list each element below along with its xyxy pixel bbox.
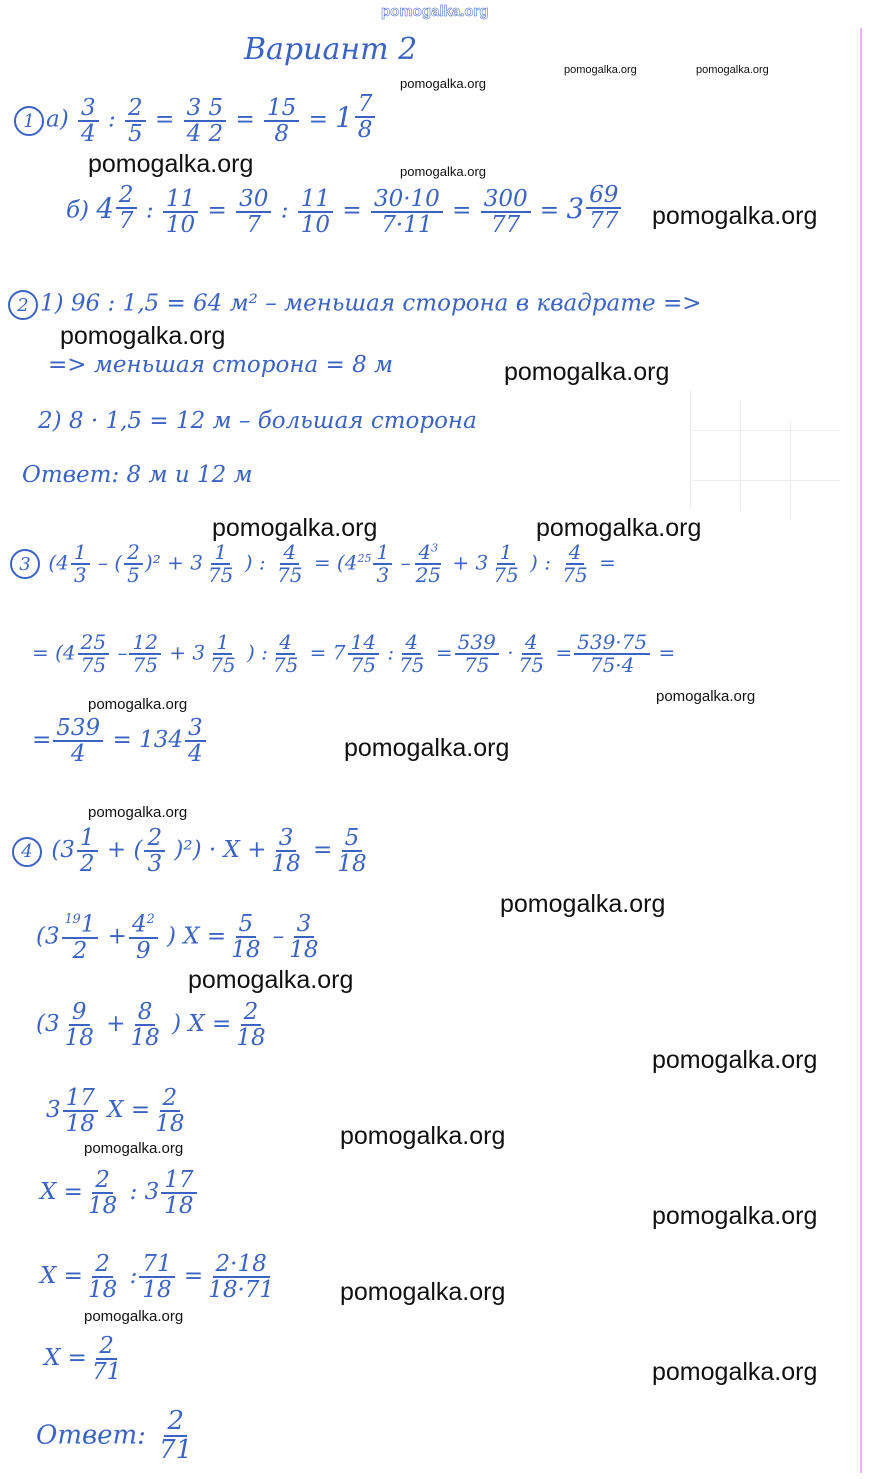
watermark: pomogalka.org xyxy=(696,64,769,76)
page-margin-line xyxy=(860,28,862,1473)
watermark: pomogalka.org xyxy=(88,150,254,178)
watermark: pomogalka.org xyxy=(84,1140,184,1157)
watermark: pomogalka.org xyxy=(84,1308,184,1325)
task1-b-line: б) 4 $\frac{2}{7}$ : $\frac{11}{10}$ = $\frac{30}{7}$ : $\frac{11}{10}$ = $\frac{30\cdot 10}{7\cdot 11}$ = $\frac{300}{77}$ = 3 $\frac{69}{77}$ xyxy=(66,183,623,237)
task4-answer: Ответ: $\frac{2}{71}$ xyxy=(36,1406,193,1466)
task3-row2: = (4 $\frac{25}{75}$ – $\frac{12}{75}$ + 3 $\frac{1}{75}$ ) : $\frac{4}{75}$ = 7 $\frac{14}{75}$ : $\frac{4}{75}$ = $\frac{539}{75}$ · $\frac{4}{75}$ = $\frac{539\cdot 75}{75\cdot 4}$ = xyxy=(32,630,676,677)
task4-line3: (3 $\frac{9}{18}$ + $\frac{8}{18}$ ) X = $\frac{2}{18}$ xyxy=(36,999,266,1052)
task4-line5: X = $\frac{2}{18}$ : 3 $\frac{17}{18}$ xyxy=(40,1168,199,1218)
watermark: pomogalka.org xyxy=(652,202,818,230)
watermark: pomogalka.org xyxy=(652,1046,818,1074)
watermark: pomogalka.org xyxy=(656,688,756,705)
watermark: pomogalka.org xyxy=(536,514,702,542)
watermark: pomogalka.org xyxy=(504,358,670,386)
task4-line4: 3 $\frac{17}{18}$ X = $\frac{2}{18}$ xyxy=(46,1085,185,1138)
watermark: pomogalka.org xyxy=(400,164,486,179)
task4-line6: X = $\frac{2}{18}$ : $\frac{71}{18}$ = $\frac{2\cdot 18}{18\cdot 71}$ xyxy=(40,1251,275,1304)
task2-line3: 2) 8 · 1,5 = 12 м – большая сторона xyxy=(38,408,477,434)
task-number: 2 xyxy=(8,290,38,320)
grid-line xyxy=(740,400,742,510)
task4-line2: (3 $\frac{^{19}1}{2}$ + $\frac{4^2}{9}$ ) X = $\frac{5}{18}$ – $\frac{3}{18}$ xyxy=(36,911,319,964)
grid-line xyxy=(790,420,792,520)
task2-line1: 2 1) 96 : 1,5 = 64 м² – меньшая сторона в квадрате => xyxy=(8,290,702,320)
watermark: pomogalka.org xyxy=(340,1278,506,1306)
watermark: pomogalka.org xyxy=(212,514,378,542)
grid-line xyxy=(690,390,692,510)
task3-row1: 3 (4 $\frac{1}{3}$ – ( $\frac{2}{5}$ )² + 3 $\frac{1}{75}$ ) : $\frac{4}{75}$ = ($4^{25}$ $\frac{1}{3}$ – $\frac{4^3}{25}$ + 3 $\frac{1}{75}$ ) : $\frac{4}{75}$ = xyxy=(10,542,616,586)
watermark: pomogalka.org xyxy=(564,64,637,76)
watermark: pomogalka.org xyxy=(652,1358,818,1386)
watermark: pomogalka.org xyxy=(344,734,510,762)
watermark: pomogalka.org xyxy=(88,804,188,821)
watermark: pomogalka.org xyxy=(400,76,486,91)
task-number: 4 xyxy=(12,837,42,867)
task4-line7: X = $\frac{2}{71}$ xyxy=(44,1333,122,1386)
task2-answer: Ответ: 8 м и 12 м xyxy=(22,462,253,488)
task2-line2: => меньшая сторона = 8 м xyxy=(48,352,394,378)
variant-title: Вариант 2 xyxy=(244,32,418,67)
watermark: pomogalka.org xyxy=(340,1122,506,1150)
task1-a-line: 1 а) $\frac{3}{4}$ : $\frac{2}{5}$ = $\frac{3 5}{4 2}$ = $\frac{15}{8}$ = 1 $\frac{7}{8}$ xyxy=(14,92,377,146)
watermark: pomogalka.org xyxy=(188,966,354,994)
grid-line xyxy=(690,430,840,432)
task4-line1: 4 (3 $\frac{1}{2}$ + ( $\frac{2}{3}$ )²) · X + $\frac{3}{18}$ = $\frac{5}{18}$ xyxy=(12,826,372,876)
watermark: pomogalka.org xyxy=(88,696,188,713)
task3-row3: = $\frac{539}{4}$ = 134 $\frac{3}{4}$ xyxy=(32,716,208,766)
watermark: pomogalka.org xyxy=(652,1202,818,1230)
task-number: 3 xyxy=(10,549,40,579)
watermark: pomogalka.org xyxy=(500,890,666,918)
watermark: pomogalka.org xyxy=(60,322,226,350)
task-number: 1 xyxy=(14,106,44,136)
grid-line xyxy=(690,480,840,482)
header-site: pomogalka.org xyxy=(381,3,489,20)
